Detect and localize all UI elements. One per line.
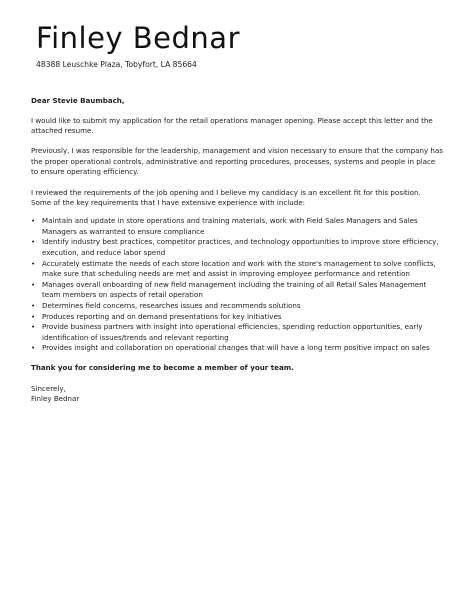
bullet-icon: •	[31, 301, 36, 310]
requirements-list	[31, 216, 443, 354]
list-item-text: Identify industry best practices, competitor practices, and technology opportunities to improve store efficiency, execution, and reduce labor spend	[42, 237, 439, 258]
bullet-icon: •	[31, 237, 36, 247]
list-item	[31, 216, 443, 237]
list-item	[31, 258, 443, 280]
bullet-icon: •	[31, 343, 36, 353]
paragraph-experience: Previously, I was responsible for the leadership, management and vision necessary to ensure that the company has the proper operational controls, administrative and reporting procedures, processes, systems and people in place to ensure operating efficiency.	[31, 146, 443, 177]
list-item-text: Determines field concerns, researches issues and recommends solutions	[42, 301, 301, 310]
list-item-text: Provide business partners with insight into operational efficiencies, spending reduction opportunities, early identification of issues/trends and relevant reporting	[42, 322, 423, 342]
salutation: Dear Stevie Baumbach,	[31, 96, 125, 105]
paragraph-intro: I would like to submit my application for the retail operations manager opening. Please accept this letter and the attached resume.	[31, 115, 433, 136]
list-item	[31, 322, 443, 343]
list-item-text: Maintain and update in store operations and training materials, work with Field Sales Managers and Sales Managers as warranted to ensure compliance	[42, 216, 418, 236]
list-item-text: Provides insight and collaboration on operational changes that will have a long term positive impact on sales	[42, 343, 430, 353]
list-item-text: Accurately estimate the needs of each store location and work with the store's management to solve conflicts, make sure that scheduling needs are met and assist in improving employee performance and retention	[42, 258, 436, 279]
list-item-text: Produces reporting and on demand presentations for key initiatives	[42, 311, 282, 321]
signoff: Sincerely,	[31, 383, 66, 393]
bullet-icon: •	[31, 322, 36, 332]
list-item	[31, 311, 443, 323]
list-item	[31, 279, 443, 301]
signature-name: Finley Bednar	[31, 394, 80, 404]
list-item-text: Manages overall onboarding of new field management including the training of all Retail Sales Management team members on aspects of retail operation	[42, 279, 427, 300]
list-item	[31, 343, 443, 354]
applicant-address: 48388 Leuschke Plaza, Tobyfort, LA 85664	[36, 60, 197, 69]
applicant-name: Finley Bednar	[36, 21, 241, 55]
bullet-icon: •	[31, 311, 36, 321]
closing-statement: Thank you for considering me to become a member of your team.	[31, 363, 294, 373]
bullet-icon: •	[31, 258, 36, 268]
paragraph-requirements-intro: I reviewed the requirements of the job opening and I believe my candidacy is an excellent fit for this position. Some of the key requirements that I have extensive experience with include:	[31, 187, 421, 208]
list-item	[31, 301, 443, 312]
bullet-icon: •	[31, 216, 36, 226]
letter-body	[31, 96, 443, 405]
list-item	[31, 237, 443, 258]
bullet-icon: •	[31, 279, 36, 289]
